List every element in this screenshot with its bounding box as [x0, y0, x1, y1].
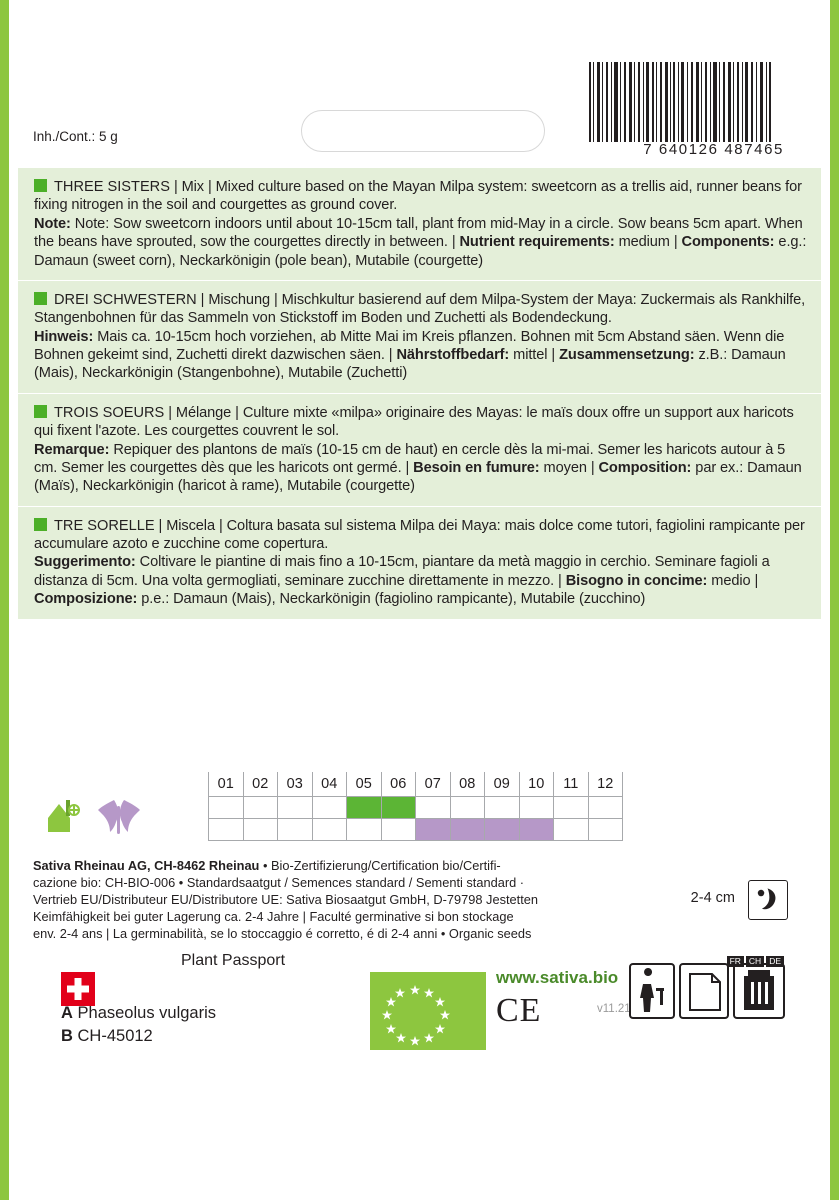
note-text-fr: Repiquer des plantons de maïs (10-15 cm de haut) en cercle dès la mi-mai. Semer les haricots autour à 5 cm. Semer les courgettes dès que les haricots ont germé.: [34, 441, 786, 476]
sep: |: [235, 404, 243, 421]
sow-cell-02: [243, 796, 278, 818]
waste-bin-icon: [744, 970, 774, 1010]
nutrient-value-fr: moyen: [543, 459, 587, 476]
eu-organic-leaf-icon: [370, 972, 486, 1050]
components-label-it: Composizione:: [34, 591, 138, 608]
sow-cell-03: [278, 796, 313, 818]
calendar-month-04: 04: [312, 772, 347, 796]
calendar-table: [208, 772, 623, 841]
passport-b-value: CH-45012: [77, 1027, 153, 1046]
harvest-cell-07: [416, 818, 451, 840]
note-label-fr: Remarque:: [34, 441, 110, 458]
sowing-calendar: [18, 770, 821, 860]
calendar-month-02: 02: [243, 772, 278, 796]
harvest-cell-03: [278, 818, 313, 840]
calendar-month-10: 10: [519, 772, 554, 796]
sow-cell-04: [312, 796, 347, 818]
calendar-month-05: 05: [347, 772, 382, 796]
company-info: [33, 858, 653, 942]
harvest-cell-09: [485, 818, 520, 840]
sep: |: [218, 517, 227, 534]
components-value-it: p.e.: Damaun (Mais), Neckarkönigin (fagiolino rampicante), Mutabile (zucchino): [141, 591, 646, 608]
calendar-month-03: 03: [278, 772, 313, 796]
distributor-line: Vertrieb EU/Distributeur EU/Distributore UE: Sativa Biosaatgut GmbH, D-79798 Jestetten: [33, 891, 538, 907]
nutrient-value-en: medium: [618, 234, 670, 251]
intro-it: Coltura basata sul sistema Milpa dei Maya: mais dolce come tutori, fagiolini rampicante per accumulare azoto e zucchine come copertura.: [34, 517, 805, 552]
sep: |: [405, 459, 414, 476]
sep: |: [451, 234, 460, 251]
sow-cell-10: [519, 796, 554, 818]
passport-a-value: Phaseolus vulgaris: [77, 1004, 217, 1022]
calendar-month-08: 08: [450, 772, 485, 796]
sep: |: [673, 234, 682, 251]
language-block-fr: [18, 393, 821, 506]
swiss-cross-icon: [61, 972, 95, 1006]
sep: |: [558, 572, 566, 589]
passport-a-label: A: [61, 1004, 73, 1022]
sep: |: [207, 179, 216, 195]
company-name: Sativa Rheinau AG, CH-8462 Rheinau: [33, 858, 260, 873]
bullet-square-icon: [34, 179, 47, 192]
blank-rounded-field: [301, 110, 545, 152]
variety-title-fr: TROIS SOEURS: [54, 404, 165, 421]
harvest-cell-01: [209, 818, 244, 840]
note-label-de: Hinweis:: [34, 328, 94, 345]
cert-line: cazione bio: CH-BIO-006 • Standardsaatgut / Semences standard / Sementi standard ·: [33, 874, 525, 890]
ce-mark: CE: [496, 992, 542, 1029]
contents-weight: Inh./Cont.: 5 g: [33, 129, 118, 145]
note-text-it: Coltivare le piantine di mais fino a 10-15cm, piantare da metà maggio in cerchio. Seminare fagioli a distanza di 5cm. Una volta germogliati, seminare zucchine direttamente in mezzo.: [34, 554, 770, 589]
calendar-month-12: 12: [588, 772, 623, 796]
passport-b-label: B: [61, 1027, 73, 1046]
intro-fr: Culture mixte «milpa» originaire des Mayas: le maïs doux offre un support aux haricots qui fixent l'azote. Les courgettes couvrent le sol.: [34, 404, 794, 440]
nutrient-value-it: medio: [711, 572, 751, 589]
nutrient-label-de: Nährstoffbedarf:: [396, 347, 510, 363]
sow-cell-05: [347, 796, 382, 818]
disposal-icons: [628, 960, 788, 1022]
barcode-number: 7 640126 487465: [643, 141, 784, 158]
germination-line-1: Keimfähigkeit bei guter Lagerung ca. 2-4 Jahre | Faculté germinative si bon stockage: [33, 908, 514, 924]
variety-title-en: THREE SISTERS: [54, 179, 170, 195]
note-text-en: Note: Sow sweetcorn indoors until about 10-15cm tall, plant from mid-May in a circle. Sow beans 5cm apart. When the beans have sprouted, sow the courgettes directly in between.: [34, 215, 803, 251]
variety-title-de: DREI SCHWESTERN: [54, 291, 197, 308]
components-value-de: z.B.: Damaun (Mais), Neckarkönigin (Stangenbohne), Mutabile (Zuchetti): [34, 347, 786, 382]
calendar-month-06: 06: [381, 772, 416, 796]
sow-cell-12: [588, 796, 623, 818]
intro-de: Mischkultur basierend auf dem Milpa-System der Maya: Zuckermais als Rankhilfe, Stangenbohnen für das Sammeln von Stickstoff im Boden und Zuchetti als Bodendeckung.: [34, 291, 806, 327]
plant-passport-details: [61, 1002, 216, 1049]
calendar-month-09: 09: [485, 772, 520, 796]
company-line: [33, 858, 653, 875]
calendar-sow-row: [209, 796, 623, 818]
version-label: v11.21: [597, 1003, 631, 1015]
harvest-cell-05: [347, 818, 382, 840]
mix-label-en: Mix: [181, 179, 204, 195]
sow-cell-07: [416, 796, 451, 818]
components-value-en: e.g.: Damaun (sweet corn), Neckarkönigin (pole bean), Mutabile (courgette): [34, 234, 807, 269]
plant-passport-title: Plant Passport: [181, 952, 286, 969]
calendar-month-07: 07: [416, 772, 451, 796]
cultivation-pictogram-icon: [40, 792, 190, 838]
seed-shape-icon: [749, 881, 786, 918]
germination-line-2: env. 2-4 ans | La germinabilità, se lo stoccaggio é corretto, é di 2-4 anni • Organic seeds: [33, 925, 532, 941]
note-text-de: Mais ca. 10-15cm hoch vorziehen, ab Mitte Mai im Kreis pflanzen. Bohnen mit 5cm Abstand säen. Wenn die Bohnen gekeimt sind, Zuchetti direkt dazwischen säen.: [34, 328, 785, 363]
intro-en: Mixed culture based on the Mayan Milpa system: sweetcorn as a trellis aid, runner beans for fixing nitrogen in the soil and courgettes as ground cover.: [34, 179, 802, 214]
seed-size-label: 2-4 cm: [690, 890, 735, 906]
language-badges: [727, 956, 784, 967]
sep: |: [173, 179, 182, 195]
passport-line-a: [61, 1002, 216, 1025]
mix-label-de: Mischung: [208, 291, 270, 308]
lang-badge-fr: FR: [727, 956, 744, 967]
harvest-cell-04: [312, 818, 347, 840]
sep: |: [273, 291, 282, 308]
harvest-cell-12: [588, 818, 623, 840]
bullet-square-icon: [34, 292, 47, 305]
bullet-square-icon: [34, 405, 47, 418]
description-panel: [18, 168, 821, 619]
nutrient-label-it: Bisogno in concime:: [565, 572, 708, 589]
note-label-it: Suggerimento:: [34, 554, 136, 571]
components-label-en: Components:: [681, 234, 775, 251]
sow-cell-06: [381, 796, 416, 818]
sep: |: [590, 459, 599, 476]
harvest-cell-11: [554, 818, 589, 840]
calendar-harvest-row: [209, 818, 623, 840]
harvest-cell-02: [243, 818, 278, 840]
eu-leaf-stars-icon: [370, 972, 486, 1050]
top-area: [9, 0, 830, 160]
paper-recycle-icon: [690, 974, 720, 1010]
components-label-fr: Composition:: [598, 459, 692, 476]
website-link[interactable]: www.sativa.bio: [496, 968, 619, 987]
calendar-header-row: [209, 772, 623, 796]
mix-label-fr: Mélange: [175, 404, 232, 421]
litter-bin-icon: [640, 968, 664, 1012]
company-line-rest: • Bio-Zertifizierung/Certification bio/Certifi-: [259, 858, 501, 873]
harvest-cell-10: [519, 818, 554, 840]
harvest-cell-08: [450, 818, 485, 840]
lang-badge-de: DE: [766, 956, 784, 967]
language-block-it: [18, 506, 821, 619]
sow-cell-08: [450, 796, 485, 818]
language-block-de: [18, 280, 821, 393]
components-label-de: Zusammensetzung:: [559, 347, 695, 363]
sep: |: [551, 347, 560, 363]
nutrient-label-fr: Besoin en fumure:: [413, 459, 540, 476]
components-value-fr: par ex.: Damaun (Maïs), Neckarkönigin (haricot à rame), Mutabile (courgette): [34, 459, 802, 495]
sep: |: [754, 572, 759, 589]
passport-line-b: [61, 1025, 216, 1048]
harvest-cell-06: [381, 818, 416, 840]
barcode-icon: [587, 62, 773, 142]
language-block-en: [18, 168, 821, 280]
seed-size-icon: [748, 880, 788, 920]
bullet-square-icon: [34, 518, 47, 531]
note-label-en: Note:: [34, 215, 71, 232]
sow-cell-09: [485, 796, 520, 818]
sow-cell-11: [554, 796, 589, 818]
sep: |: [200, 291, 209, 308]
variety-title-it: TRE SORELLE: [54, 517, 155, 534]
lang-badge-ch: CH: [746, 956, 764, 967]
sep: |: [168, 404, 176, 421]
mix-label-it: Miscela: [166, 517, 215, 534]
sep: |: [388, 347, 397, 363]
nutrient-label-en: Nutrient requirements:: [459, 234, 615, 251]
sow-cell-01: [209, 796, 244, 818]
calendar-month-11: 11: [554, 772, 589, 796]
calendar-month-01: 01: [209, 772, 244, 796]
sep: |: [158, 517, 167, 534]
nutrient-value-de: mittel: [513, 347, 548, 363]
